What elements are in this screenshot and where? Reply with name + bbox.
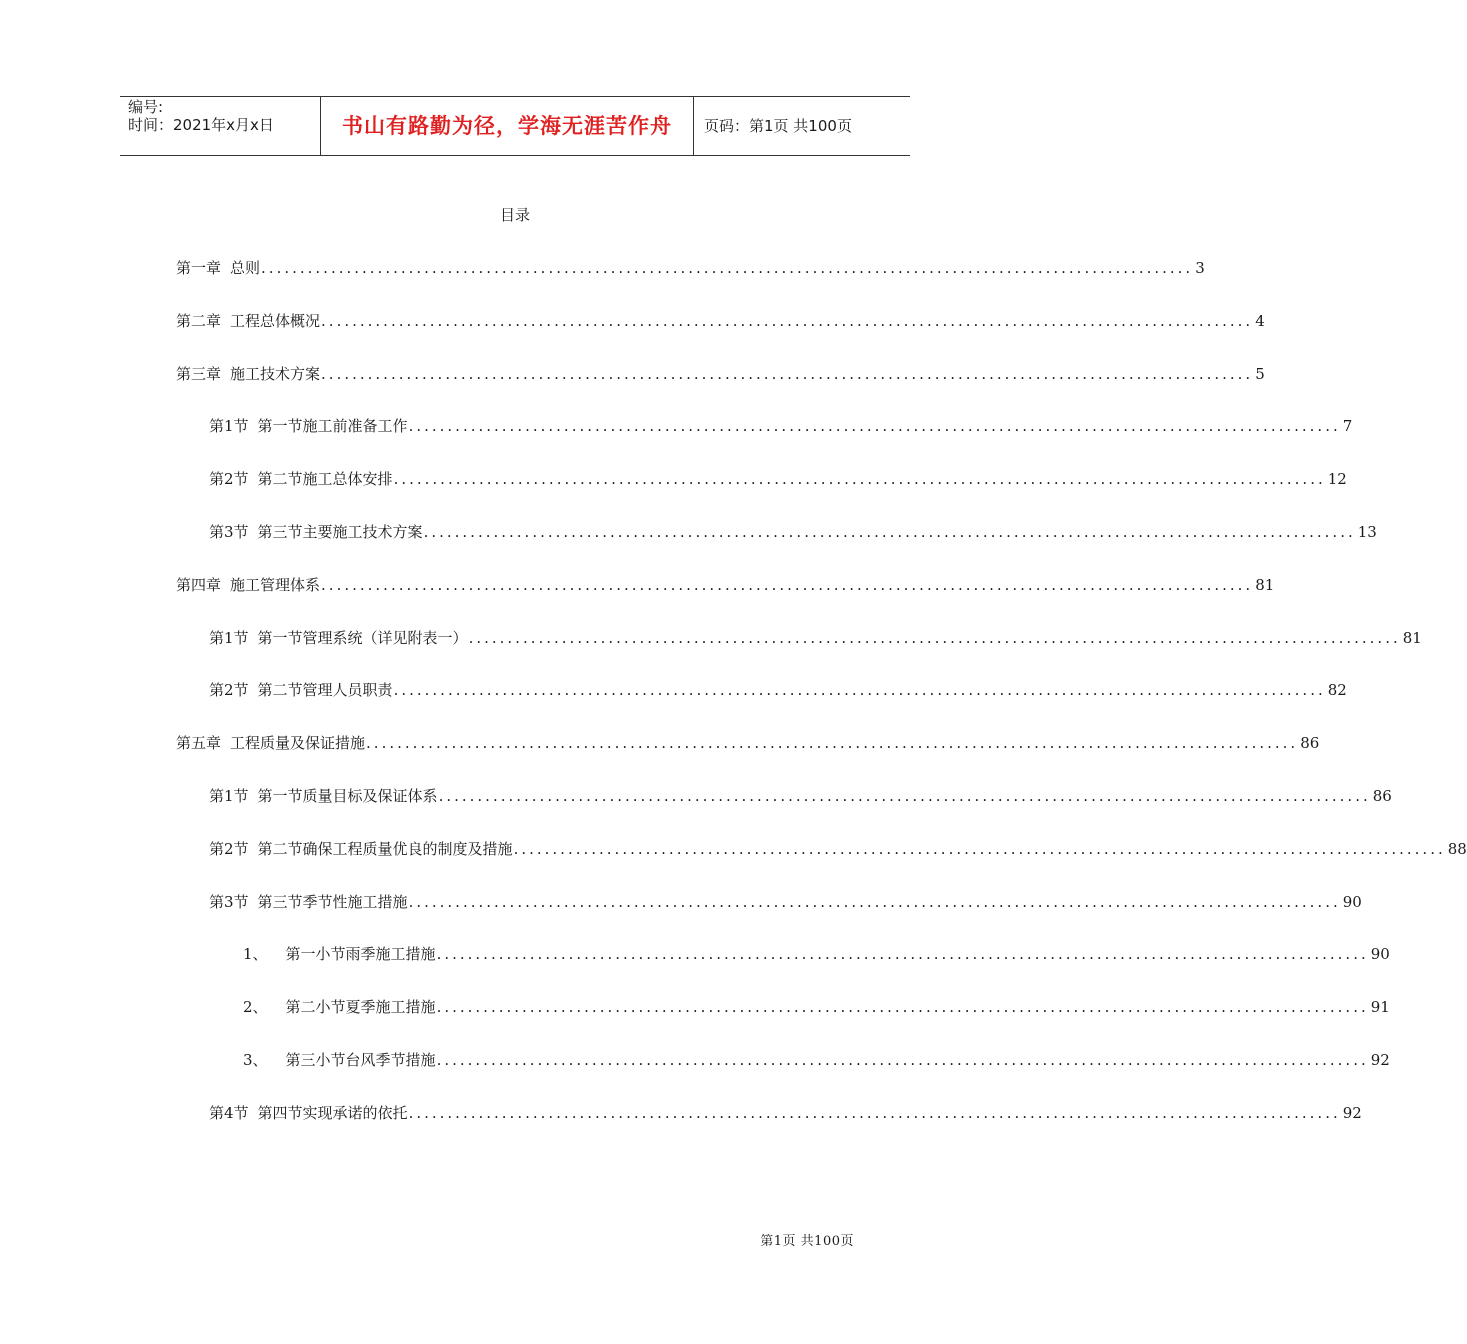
toc-leader-dots: ........................................................................................................................ — [393, 470, 1326, 489]
toc-entry[interactable] — [176, 733, 1320, 753]
toc-leader-dots: ........................................................................................................................ — [321, 364, 1254, 383]
toc-leader-dots: ........................................................................................................................ — [321, 311, 1254, 330]
toc-entry[interactable] — [176, 364, 1265, 384]
toc-entry-page: 4 — [1255, 311, 1265, 330]
toc-entry-page: 3 — [1195, 259, 1205, 277]
toc-entry[interactable] — [209, 416, 1353, 436]
header-page-code: 页码：第1页 共100页 — [704, 117, 852, 135]
toc-entry[interactable] — [209, 469, 1347, 489]
toc-entry[interactable] — [209, 839, 1467, 859]
toc-leader-dots: ........................................................................................................................ — [261, 259, 1194, 277]
toc-entry[interactable] — [209, 628, 1422, 648]
toc-entry-title: 工程质量及保证措施 — [230, 734, 366, 753]
toc-entry-title: 第三节季节性施工措施 — [257, 892, 408, 911]
toc-entry-page: 86 — [1372, 787, 1392, 805]
toc-leader-dots: ........................................................................................................................ — [423, 523, 1356, 541]
toc-entry-number: 2、 — [243, 998, 268, 1017]
toc-entry-page: 82 — [1327, 681, 1347, 700]
toc-entry-title: 第三小节台风季节措施 — [285, 1051, 436, 1069]
toc-leader-dots: ........................................................................................................................ — [393, 681, 1326, 700]
toc-entry-page: 92 — [1342, 1103, 1362, 1122]
toc-entry[interactable] — [209, 1103, 1362, 1123]
toc-entry[interactable] — [209, 522, 1377, 542]
toc-entry[interactable] — [176, 575, 1275, 595]
toc-entry-number: 第4节 — [209, 1103, 249, 1122]
toc-leader-dots: ........................................................................................................................ — [468, 628, 1401, 647]
toc-leader-dots: ........................................................................................................................ — [436, 1051, 1369, 1069]
toc-entry-page: 13 — [1357, 523, 1377, 541]
toc-entry-number: 第1节 — [209, 787, 249, 805]
toc-entry-number: 第2节 — [209, 681, 249, 700]
header-motto: 书山有路勤为径，学海无涯苦作舟 — [321, 97, 694, 155]
toc-entry-page: 5 — [1255, 364, 1265, 383]
toc-entry-title: 第四节实现承诺的依托 — [257, 1103, 408, 1122]
toc-entry-title: 施工技术方案 — [230, 364, 321, 383]
toc-entry-number: 第五章 — [176, 734, 222, 753]
toc-leader-dots: ........................................................................................................................ — [513, 839, 1446, 858]
toc-entry-number: 第一章 — [176, 259, 222, 277]
toc-entry[interactable] — [243, 997, 1390, 1017]
toc-entry-page: 92 — [1370, 1051, 1390, 1069]
toc-entry-title: 第一小节雨季施工措施 — [285, 945, 436, 964]
toc-entry[interactable] — [209, 680, 1347, 700]
toc-entry-page: 90 — [1370, 945, 1390, 964]
toc-entry-title: 第二小节夏季施工措施 — [285, 998, 436, 1017]
toc-entry-number: 1、 — [243, 945, 268, 964]
toc-entry-page: 88 — [1447, 839, 1467, 858]
toc-entry-title: 第三节主要施工技术方案 — [257, 523, 423, 541]
toc-entry-title: 第二节管理人员职责 — [257, 681, 393, 700]
toc-entry-page: 90 — [1342, 892, 1362, 911]
toc-entry[interactable] — [176, 311, 1265, 331]
toc-entry-number: 第1节 — [209, 417, 249, 436]
toc-entry-page: 7 — [1342, 417, 1353, 436]
toc-entry-number: 第二章 — [176, 311, 222, 330]
toc-entry-number: 第3节 — [209, 523, 249, 541]
toc-entry-page: 86 — [1300, 734, 1320, 753]
toc-leader-dots: ........................................................................................................................ — [321, 575, 1254, 594]
toc-entry-number: 第3节 — [209, 892, 249, 911]
doc-time: 时间：2021年x月x日 — [128, 116, 274, 134]
toc-entry-page: 12 — [1327, 470, 1347, 489]
toc-entry-title: 施工管理体系 — [230, 575, 321, 594]
toc-leader-dots: ........................................................................................................................ — [438, 787, 1371, 805]
toc-entry[interactable] — [209, 892, 1362, 912]
toc-entry-number: 第四章 — [176, 575, 222, 594]
toc-entry-title: 第一节施工前准备工作 — [257, 417, 408, 436]
toc-leader-dots: ........................................................................................................................ — [408, 1103, 1341, 1122]
toc-entry-title: 第二节施工总体安排 — [257, 470, 393, 489]
toc-entry-number: 第2节 — [209, 470, 249, 489]
toc-entry-title: 工程总体概况 — [230, 311, 321, 330]
toc-entry-number: 第2节 — [209, 839, 249, 858]
toc-entry-page: 81 — [1402, 628, 1422, 647]
toc-entry-page: 91 — [1370, 998, 1390, 1017]
toc-entry[interactable] — [176, 258, 1205, 278]
toc-entry-number: 第三章 — [176, 364, 222, 383]
toc-leader-dots: ........................................................................................................................ — [366, 734, 1299, 753]
toc-entry[interactable] — [243, 1050, 1390, 1070]
toc-entry[interactable] — [243, 944, 1390, 964]
toc-entry-number: 第1节 — [209, 628, 249, 647]
toc-entry-title: 总则 — [230, 259, 261, 277]
toc-entry-page: 81 — [1255, 575, 1275, 594]
toc-entry-title: 第一节管理系统（详见附表一） — [257, 628, 468, 647]
toc-leader-dots: ........................................................................................................................ — [408, 892, 1341, 911]
toc-title: 目录 — [499, 206, 530, 224]
toc-entry-number: 3、 — [243, 1051, 268, 1069]
toc-leader-dots: ........................................................................................................................ — [436, 945, 1369, 964]
page-footer: 第1页 共100页 — [760, 1234, 854, 1249]
toc-leader-dots: ........................................................................................................................ — [408, 417, 1341, 436]
toc-entry-title: 第二节确保工程质量优良的制度及措施 — [257, 839, 513, 858]
doc-number-label: 编号: — [128, 98, 164, 116]
toc-leader-dots: ........................................................................................................................ — [436, 998, 1369, 1017]
toc-entry[interactable] — [209, 786, 1392, 806]
toc-entry-title: 第一节质量目标及保证体系 — [257, 787, 438, 805]
